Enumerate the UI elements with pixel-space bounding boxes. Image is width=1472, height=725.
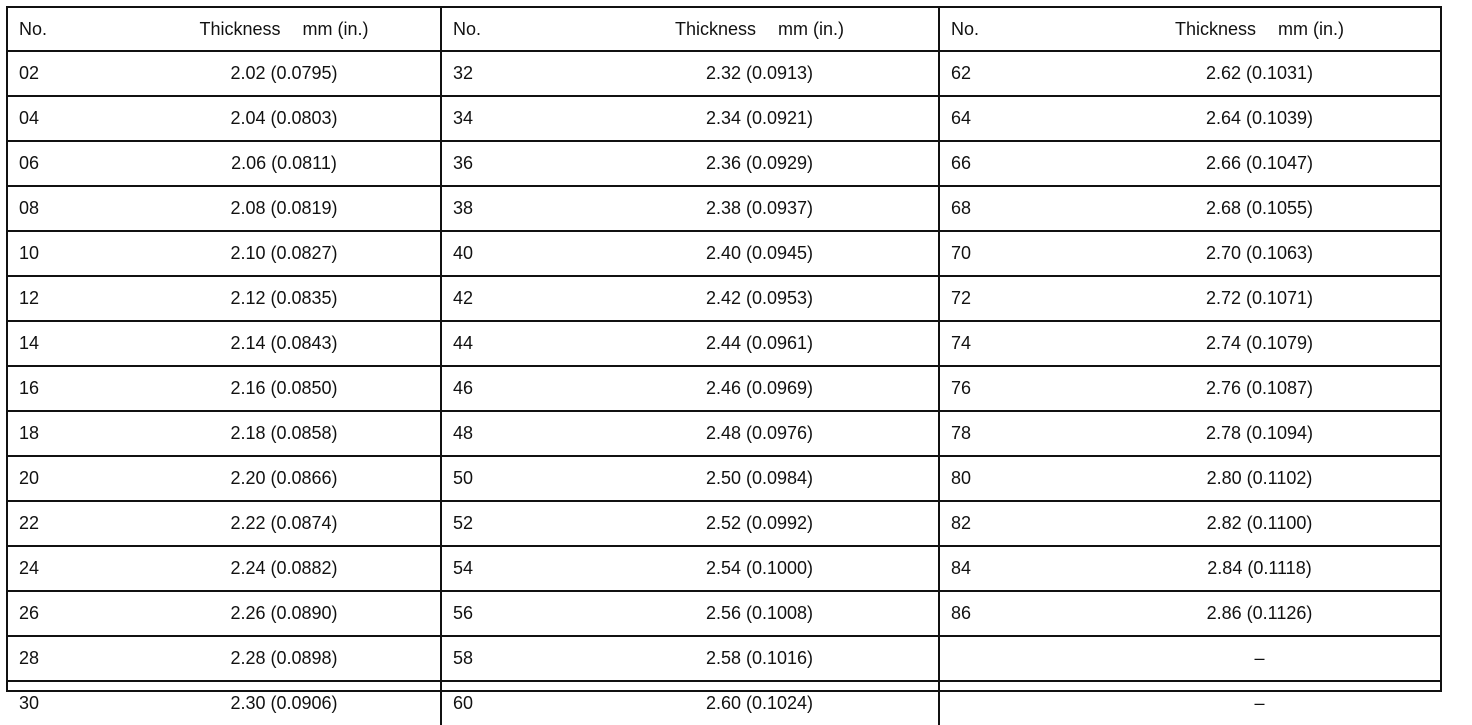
cell-thickness: 2.34 (0.0921)	[541, 96, 938, 141]
header-thickness-label: Thickness	[1174, 18, 1257, 39]
cell-no: 52	[441, 501, 541, 546]
table-row	[8, 591, 440, 636]
table-row	[441, 141, 938, 186]
cell-thickness: 2.08 (0.0819)	[108, 186, 440, 231]
table-row	[441, 591, 938, 636]
table-row	[441, 411, 938, 456]
cell-no: 20	[8, 456, 108, 501]
cell-no: 14	[8, 321, 108, 366]
cell-thickness: 2.28 (0.0898)	[108, 636, 440, 681]
cell-thickness: 2.50 (0.0984)	[541, 456, 938, 501]
cell-thickness: 2.40 (0.0945)	[541, 231, 938, 276]
cell-no: 68	[939, 186, 1039, 231]
table-row	[939, 456, 1440, 501]
cell-no: 74	[939, 321, 1039, 366]
cell-thickness: 2.06 (0.0811)	[108, 141, 440, 186]
cell-no: 80	[939, 456, 1039, 501]
cell-thickness: 2.30 (0.0906)	[230, 693, 338, 713]
header-no: No.	[939, 8, 1039, 51]
header-no: No.	[8, 8, 108, 51]
cell-thickness: 2.14 (0.0843)	[108, 321, 440, 366]
table-row	[8, 276, 440, 321]
table-row	[8, 546, 440, 591]
table-row	[8, 501, 440, 546]
cell-thickness: 2.54 (0.1000)	[541, 546, 938, 591]
cell-thickness: 2.78 (0.1094)	[1039, 411, 1440, 456]
cell-thickness: 2.72 (0.1071)	[1039, 276, 1440, 321]
table-row	[939, 231, 1440, 276]
header-thickness-label: Thickness	[674, 18, 757, 39]
table-row	[441, 96, 938, 141]
cell-no: 84	[939, 546, 1039, 591]
cell-no: 62	[939, 51, 1039, 96]
cell-thickness: 2.58 (0.1016)	[541, 636, 938, 681]
cell-no: 72	[939, 276, 1039, 321]
table-row	[8, 231, 440, 276]
cell-thickness: 2.04 (0.0803)	[108, 96, 440, 141]
table-row	[441, 276, 938, 321]
cell-no: 22	[8, 501, 108, 546]
cell-thickness: 2.24 (0.0882)	[108, 546, 440, 591]
cell-no: 48	[441, 411, 541, 456]
table-row	[939, 366, 1440, 411]
cell-no: 26	[8, 591, 108, 636]
cell-thickness: –	[1254, 693, 1265, 713]
table-row	[939, 546, 1440, 591]
table-block-3	[938, 8, 1440, 725]
table-row	[8, 636, 440, 681]
cell-thickness: 2.60 (0.1024)	[705, 693, 814, 713]
cell-no: 06	[8, 141, 108, 186]
cell-no	[939, 681, 1039, 725]
cell-thickness: 2.64 (0.1039)	[1039, 96, 1440, 141]
header-unit-label: mm (in.)	[778, 18, 845, 39]
cell-no: 50	[441, 456, 541, 501]
cell-thickness: 2.68 (0.1055)	[1039, 186, 1440, 231]
table-row	[8, 321, 440, 366]
table-row	[441, 456, 938, 501]
cell-thickness: 2.52 (0.0992)	[541, 501, 938, 546]
table-block-1	[8, 8, 440, 725]
cell-no	[939, 636, 1039, 681]
table-row	[441, 681, 938, 725]
cell-thickness: 2.16 (0.0850)	[108, 366, 440, 411]
table-row	[939, 321, 1440, 366]
table-row	[8, 456, 440, 501]
header-thickness	[108, 8, 440, 51]
cell-no: 76	[939, 366, 1039, 411]
cell-thickness: 2.20 (0.0866)	[108, 456, 440, 501]
header-row	[939, 8, 1440, 51]
table-row	[939, 51, 1440, 96]
table-row	[939, 96, 1440, 141]
cell-no: 30	[19, 693, 40, 713]
table-row	[441, 636, 938, 681]
cell-thickness: 2.48 (0.0976)	[541, 411, 938, 456]
cell-thickness: 2.42 (0.0953)	[541, 276, 938, 321]
cell-no: 56	[441, 591, 541, 636]
cell-thickness: 2.80 (0.1102)	[1039, 456, 1440, 501]
header-unit-label: mm (in.)	[1278, 18, 1345, 39]
cell-thickness: 2.82 (0.1100)	[1039, 501, 1440, 546]
shim-thickness-table	[6, 6, 1442, 713]
cell-no: 32	[441, 51, 541, 96]
table-row	[939, 141, 1440, 186]
table-row	[441, 321, 938, 366]
table-row	[441, 366, 938, 411]
table-row	[939, 186, 1440, 231]
cell-no: 58	[441, 636, 541, 681]
cell-no: 66	[939, 141, 1039, 186]
header-no: No.	[441, 8, 541, 51]
table-row	[939, 411, 1440, 456]
table-row	[939, 681, 1440, 725]
cell-no: 10	[8, 231, 108, 276]
cell-no: 16	[8, 366, 108, 411]
table-block-2	[440, 8, 938, 725]
cell-thickness: 2.44 (0.0961)	[541, 321, 938, 366]
cell-no: 64	[939, 96, 1039, 141]
cell-thickness: 2.84 (0.1118)	[1039, 546, 1440, 591]
table-row	[8, 411, 440, 456]
cell-no: 18	[8, 411, 108, 456]
table-row	[8, 141, 440, 186]
table-row	[441, 51, 938, 96]
table-row	[8, 96, 440, 141]
cell-no: 70	[939, 231, 1039, 276]
cell-no: 24	[8, 546, 108, 591]
table-row	[939, 636, 1440, 681]
table-row	[441, 501, 938, 546]
cell-no: 86	[939, 591, 1039, 636]
cell-thickness: 2.22 (0.0874)	[108, 501, 440, 546]
cell-thickness: 2.74 (0.1079)	[1039, 321, 1440, 366]
cell-no: 08	[8, 186, 108, 231]
cell-no: 28	[8, 636, 108, 681]
header-thickness	[541, 8, 938, 51]
cell-thickness: 2.66 (0.1047)	[1039, 141, 1440, 186]
cell-thickness: 2.38 (0.0937)	[541, 186, 938, 231]
cell-thickness: 2.12 (0.0835)	[108, 276, 440, 321]
cell-thickness: 2.46 (0.0969)	[541, 366, 938, 411]
table-row	[8, 186, 440, 231]
table-row	[8, 681, 440, 725]
cell-no: 36	[441, 141, 541, 186]
cell-thickness: 2.76 (0.1087)	[1039, 366, 1440, 411]
table-row	[441, 231, 938, 276]
table-row	[8, 51, 440, 96]
table-row	[939, 591, 1440, 636]
cell-no: 12	[8, 276, 108, 321]
cell-thickness: 2.18 (0.0858)	[108, 411, 440, 456]
cell-no: 38	[441, 186, 541, 231]
table-row	[8, 366, 440, 411]
cell-thickness: 2.36 (0.0929)	[541, 141, 938, 186]
cell-thickness: 2.32 (0.0913)	[541, 51, 938, 96]
header-thickness-label: Thickness	[199, 18, 281, 39]
cell-no: 44	[441, 321, 541, 366]
table-row	[441, 186, 938, 231]
cell-no: 34	[441, 96, 541, 141]
cell-thickness: –	[1039, 636, 1440, 681]
cell-no: 46	[441, 366, 541, 411]
table-row	[441, 546, 938, 591]
table-row	[939, 276, 1440, 321]
cell-no: 04	[8, 96, 108, 141]
header-unit-label: mm (in.)	[302, 18, 369, 39]
cell-thickness: 2.70 (0.1063)	[1039, 231, 1440, 276]
table-row	[939, 501, 1440, 546]
cell-thickness: 2.86 (0.1126)	[1039, 591, 1440, 636]
cell-thickness: 2.10 (0.0827)	[108, 231, 440, 276]
header-thickness	[1039, 8, 1440, 51]
cell-no: 78	[939, 411, 1039, 456]
cell-no: 82	[939, 501, 1039, 546]
cell-no: 02	[8, 51, 108, 96]
cell-thickness: 2.62 (0.1031)	[1039, 51, 1440, 96]
cell-no: 42	[441, 276, 541, 321]
cell-no: 54	[441, 546, 541, 591]
cell-no: 40	[441, 231, 541, 276]
cell-thickness: 2.02 (0.0795)	[108, 51, 440, 96]
header-row	[441, 8, 938, 51]
cell-thickness: 2.56 (0.1008)	[541, 591, 938, 636]
header-row	[8, 8, 440, 51]
cell-no: 60	[453, 693, 474, 713]
cell-thickness: 2.26 (0.0890)	[108, 591, 440, 636]
